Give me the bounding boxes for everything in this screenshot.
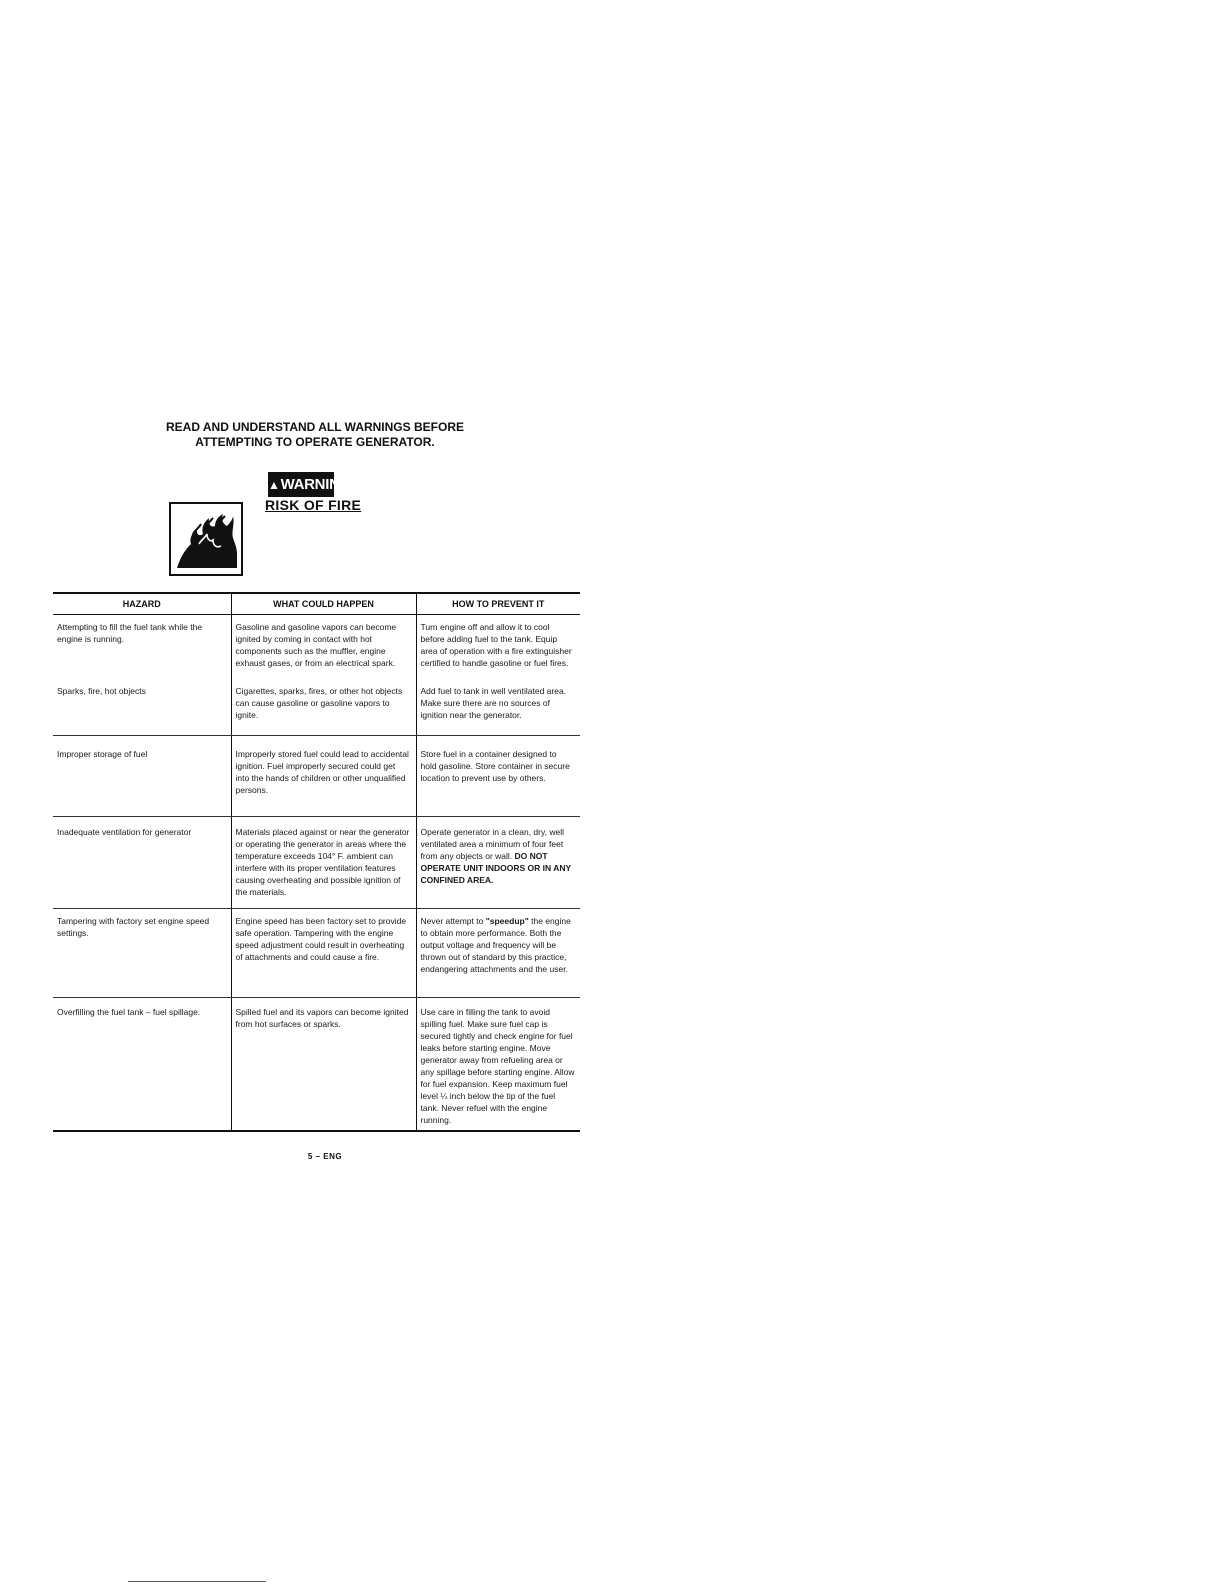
- prevent-text-continued: the engine to obtain more performance. Both the output voltage and frequency will be thrown out of standard by this practice, endangering attachments and the user.: [420, 916, 571, 974]
- table-header-row: [53, 593, 580, 615]
- prevent-cell: Turn engine off and allow it to cool before adding fuel to the tank. Equip area of operation with a fire extinguisher certified to handle gasoline or fuel fires.: [420, 622, 572, 668]
- hazard-cell: Sparks, fire, hot objects: [53, 679, 231, 736]
- bottom-rule: [128, 1581, 266, 1582]
- happen-cell: Improperly stored fuel could lead to accidental ignition. Fuel improperly secured could get into the hands of children or other unqualified persons.: [231, 736, 416, 817]
- warning-badge: [268, 472, 351, 497]
- col-header-hazard: HAZARD: [53, 593, 231, 615]
- prevent-emphasis: "speedup": [485, 916, 529, 926]
- table-row: [53, 679, 580, 736]
- heading-line-1: READ AND UNDERSTAND ALL WARNINGS BEFORE: [165, 420, 464, 434]
- prevent-cell: Add fuel to tank in well ventilated area. Make sure there are no sources of ignition near the generator.: [416, 679, 580, 736]
- table-row: [53, 615, 580, 680]
- happen-cell: Spilled fuel and its vapors can become ignited from hot surfaces or sparks.: [231, 998, 416, 1132]
- hazard-cell: Inadequate ventilation for generator: [53, 817, 231, 909]
- happen-cell: Engine speed has been factory set to provide safe operation. Tampering with the engine speed adjustment could result in overheating of attachments and could cause a fire.: [231, 909, 416, 998]
- hazard-cell: Attempting to fill the fuel tank while the engine is running.: [57, 622, 203, 644]
- hazard-cell: Overfilling the fuel tank – fuel spillage.: [53, 998, 231, 1132]
- col-header-what-could-happen: WHAT COULD HAPPEN: [231, 593, 416, 615]
- warning-label: WARNING: [280, 476, 351, 493]
- page-heading: [150, 420, 480, 450]
- prevent-text: Operate generator in a clean, dry, well ventilated area a minimum of four feet from any objects or wall.: [420, 827, 564, 861]
- warning-triangle-icon: ▲: [268, 478, 280, 492]
- table-row: [53, 909, 580, 998]
- table-row: [53, 998, 580, 1132]
- prevent-cell: Use care in filling the tank to avoid spilling fuel. Make sure fuel cap is secured tightly and check engine for fuel leaks before starting engine. Move generator away from refueling area or any spillage before starting engine. Allow for fuel expansion. Keep maximum fuel level ¼ inch below the tip of the fuel tank. Never refuel with the engine running.: [416, 998, 580, 1132]
- prevent-cell: Store fuel in a container designed to hold gasoline. Store container in secure location to prevent use by others.: [416, 736, 580, 817]
- happen-cell: Materials placed against or near the generator or operating the generator in areas where the temperature exceeds 104° F. ambient can interfere with its proper ventilation features causing overheating and possible ignition of the materials.: [231, 817, 416, 909]
- heading-line-2: ATTEMPTING TO OPERATE GENERATOR.: [195, 435, 435, 449]
- table-row: [53, 736, 580, 817]
- fire-icon: [171, 504, 241, 574]
- prevent-emphasis: DO NOT OPERATE UNIT INDOORS OR IN ANY CONFINED AREA.: [420, 851, 571, 885]
- prevent-text: Never attempt to: [420, 916, 484, 926]
- prevent-cell: [416, 909, 580, 998]
- happen-cell: Gasoline and gasoline vapors can become ignited by coming in contact with hot components such as the muffler, engine exhaust gases, or from an electrical spark.: [231, 615, 416, 680]
- risk-title: RISK OF FIRE: [265, 497, 362, 513]
- page-number: 5 – ENG: [307, 1152, 343, 1161]
- col-header-how-to-prevent: HOW TO PREVENT IT: [416, 593, 580, 615]
- hazard-cell: Tampering with factory set engine speed settings.: [53, 909, 231, 998]
- fire-hazard-symbol: [169, 502, 243, 576]
- happen-cell: Cigarettes, sparks, fires, or other hot objects can cause gasoline or gasoline vapors to ignite.: [231, 679, 416, 736]
- hazard-table: [53, 592, 580, 1132]
- hazard-cell: Improper storage of fuel: [53, 736, 231, 817]
- table-row: [53, 817, 580, 909]
- prevent-cell: [416, 817, 580, 909]
